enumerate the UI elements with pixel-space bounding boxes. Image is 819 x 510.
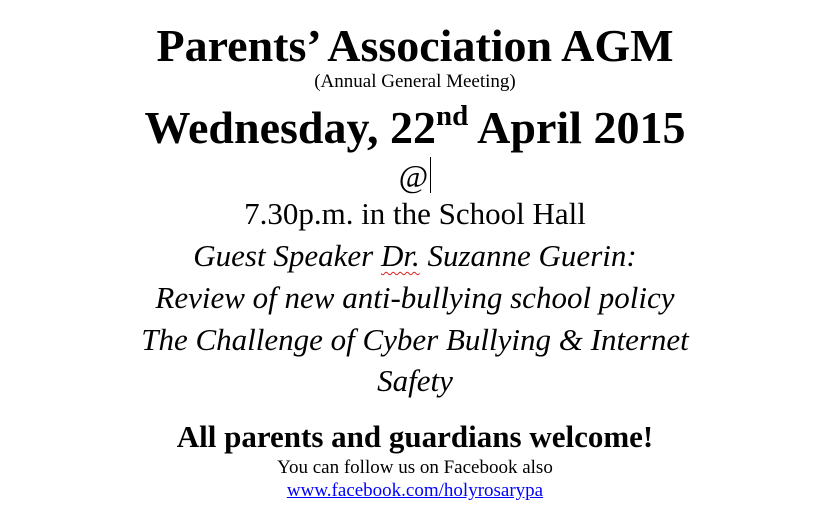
page-subtitle: (Annual General Meeting) (314, 71, 516, 92)
facebook-link[interactable]: www.facebook.com/holyrosarypa (286, 480, 544, 501)
agenda-item-safety: Safety (377, 363, 453, 398)
agenda-item-review: Review of new anti-bullying school policy (155, 280, 675, 315)
event-time-place: 7.30p.m. in the School Hall (244, 196, 586, 231)
page-title: Parents’ Association AGM (156, 20, 674, 71)
event-date-day: Wednesday, 22 (144, 102, 436, 153)
at-symbol: @ (398, 158, 429, 194)
guest-speaker-name: Suzanne Guerin: (419, 238, 637, 273)
follow-text: You can follow us on Facebook also (277, 457, 553, 478)
event-date-ordinal: nd (435, 100, 469, 132)
at-line (0, 156, 819, 196)
guest-speaker-prefix: Guest Speaker (193, 238, 381, 273)
guest-speaker (0, 236, 819, 276)
event-date-month-year: April 2015 (468, 102, 686, 153)
welcome-message: All parents and guardians welcome! (176, 419, 654, 454)
event-date (0, 100, 819, 156)
speaker-title-spellcheck[interactable]: Dr. (380, 238, 420, 273)
facebook-link-line (0, 480, 819, 502)
agenda-item-cyber-bullying: The Challenge of Cyber Bullying & Internet (141, 322, 689, 357)
text-cursor (430, 157, 431, 193)
